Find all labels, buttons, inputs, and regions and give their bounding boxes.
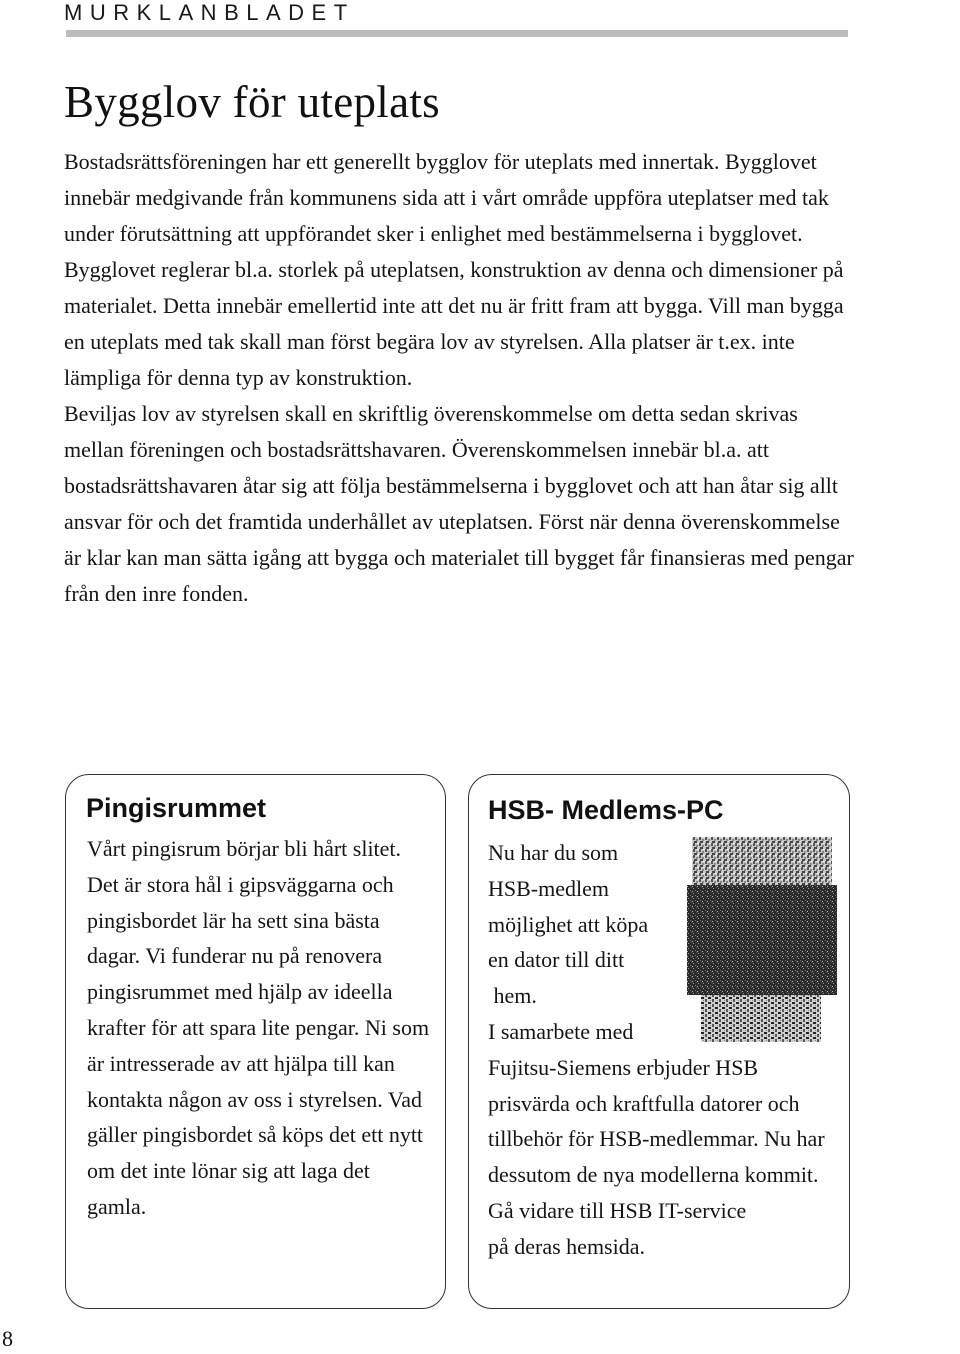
medlems-pc-line-4: en dator till ditt	[488, 947, 625, 973]
page-number: 8	[2, 1326, 13, 1351]
medlems-pc-title: HSB- Medlems-PC	[488, 795, 724, 825]
article-body	[64, 144, 854, 612]
pingisrummet-title: Pingisrummet	[86, 793, 267, 823]
article-paragraph-3: Beviljas lov av styrelsen skall en skriftlig överenskommelse om detta sedan skrivas mellan föreningen och bostadsrättshavaren. Överenskommelsen innebär bl.a. att bostadsrättshavaren åtar sig att följa bestämmelserna i bygglovet och att han åtar sig allt ansvar för och det framtida underhållet av uteplatsen. Först när denna överenskommelse är klar kan man sätta igång att bygga och materialet till bygget får finansieras med pengar från den inre fonden.	[64, 401, 854, 606]
medlems-pc-line-5: hem.	[488, 983, 537, 1009]
medlems-pc-line-1: Nu har du som	[488, 840, 619, 865]
medlems-pc-line-6: I samarbete med	[488, 1018, 634, 1044]
pingisrummet-body	[87, 831, 432, 1225]
article-paragraph-1: Bostadsrättsföreningen har ett generellt bygglov för uteplats med innertak. Bygglovet innebär medgivande från kommunens sida att i vårt område uppföra uteplatser med tak under förutsättning att uppförandet sker i enlighet med bestämmelserna i bygglovet.	[64, 149, 829, 246]
header-rule	[66, 30, 848, 37]
pingisrummet-box	[65, 774, 446, 1309]
medlems-pc-line-3: möjlighet att köpa	[488, 911, 649, 937]
medlems-pc-text: Fujitsu-Siemens erbjuder HSB prisvärda och kraftfulla datorer och tillbehör för HSB-medlemmar. Nu har dessutom de nya modellerna kommit.	[488, 1054, 825, 1188]
medlems-pc-footer-2: på deras hemsida.	[488, 1233, 645, 1259]
pingisrummet-text: Vårt pingisrum börjar bli hårt slitet. Det är stora hål i gipsväggarna och pingisbordet lär ha sett sina bästa dagar. Vi funderar nu på renovera pingisrummet med hjälp av ideella krafter för att spara lite pengar. Ni som är intresserade av att hjälpa till kan kontakta någon av oss i styrelsen. Vad gäller pingisbordet så köps det ett nytt om det inte lönar sig att laga det gamla.	[87, 836, 430, 1219]
medlems-pc-footer-1: Gå vidare till HSB IT-service	[488, 1197, 747, 1223]
medlems-pc-box	[468, 774, 850, 1309]
article-paragraph-2: Bygglovet reglerar bl.a. storlek på uteplatsen, konstruktion av denna och dimensioner på materialet. Detta innebär emellertid inte att det nu är fritt fram att bygga. Vill man bygga en uteplats med tak skall man först begära lov av styrelsen. Alla platser är t.ex. inte lämpliga för denna typ av konstruktion.	[64, 257, 844, 390]
medlems-pc-line-2: HSB-medlem	[488, 875, 609, 901]
medlems-pc-body	[488, 835, 840, 1265]
masthead: MURKLANBLADET	[64, 0, 355, 25]
article-title: Bygglov för uteplats	[64, 77, 440, 127]
